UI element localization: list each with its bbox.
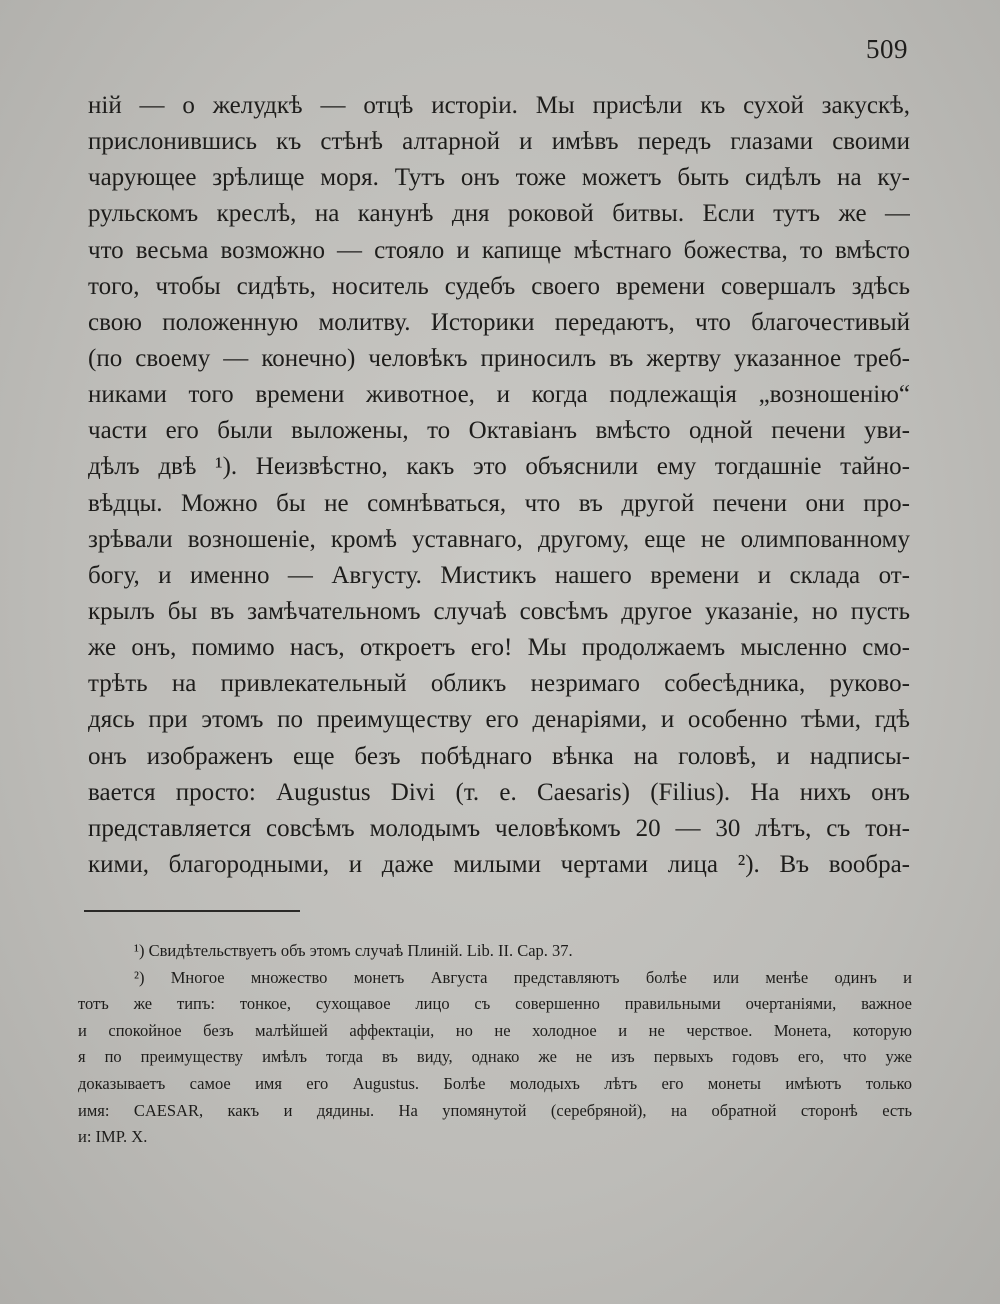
body-line: дясь при этомъ по преимуществу его денаріями, и особенно тѣми, гдѣ xyxy=(88,706,910,734)
body-line: вѣдцы. Можно бы не сомнѣваться, что въ другой печени они про- xyxy=(88,489,910,517)
footnote-line: я по преимуществу имѣлъ тогда въ виду, однако же не изъ первыхъ годовъ его, что уже xyxy=(78,1047,912,1067)
body-line: зрѣвали возношеніе, кромѣ уставнаго, другому, еще не олимпованному xyxy=(88,525,910,553)
body-line: свою положенную молитву. Историки передаютъ, что благочестивый xyxy=(88,308,910,336)
body-line: дѣлъ двѣ ¹). Неизвѣстно, какъ это объяснили ему тогдашніе тайно- xyxy=(88,453,910,481)
footnote-line: и спокойное безъ малѣйшей аффектаціи, но не холодное и не черствое. Монета, которую xyxy=(78,1020,912,1040)
body-line: (по своему — конечно) человѣкъ приносилъ въ жертву указанное треб- xyxy=(88,344,910,372)
body-line: рульскомъ креслѣ, на канунѣ дня роковой битвы. Если тутъ же — xyxy=(88,200,910,228)
footnote-line: имя: CAESAR, какъ и дядины. На упомянутой (серебряной), на обратной сторонѣ есть xyxy=(78,1100,912,1120)
footnote-line: ¹) Свидѣтельствуетъ объ этомъ случаѣ Плиній. Lib. II. Cap. 37. xyxy=(134,941,573,960)
footnotes xyxy=(78,938,912,1151)
body-line: никами того времени животное, и когда подлежащія „возношенію“ xyxy=(88,381,910,409)
footnote-line: тотъ же типъ: тонкое, сухощавое лицо съ совершенно правильными очертаніями, важное xyxy=(78,994,912,1014)
body-line: онъ изображенъ еще безъ побѣднаго вѣнка на головѣ, и надписы- xyxy=(88,742,910,770)
footnote-line: ²) Многое множество монетъ Августа представляютъ болѣе или менѣе одинъ и xyxy=(134,967,912,987)
body-line: вается просто: Augustus Divi (т. е. Caesaris) (Filius). На нихъ онъ xyxy=(88,778,910,806)
body-line: трѣть на привлекательный обликъ незримаго собесѣдника, руково- xyxy=(88,670,910,698)
footnote-line: доказываетъ самое имя его Augustus. Болѣе молодыхъ лѣтъ его монеты имѣютъ только xyxy=(78,1073,912,1093)
body-line: чарующее зрѣлище моря. Тутъ онъ тоже можетъ быть сидѣлъ на ку- xyxy=(88,164,910,192)
body-line: крылъ бы въ замѣчательномъ случаѣ совсѣмъ другое указаніе, но пусть xyxy=(88,597,910,625)
body-line: ній — о желудкѣ — отцѣ исторіи. Мы присѣли къ сухой закускѣ, xyxy=(88,92,910,119)
footnote-line: и: IMP. X. xyxy=(78,1127,148,1147)
body-line: что весьма возможно — стояло и капище мѣстнаго божества, то вмѣсто xyxy=(88,236,910,264)
body-line: представляется совсѣмъ молодымъ человѣкомъ 20 — 30 лѣтъ, съ тон- xyxy=(88,814,910,842)
body-text xyxy=(88,88,910,883)
footnote-divider xyxy=(84,910,300,912)
body-line: же онъ, помимо насъ, откроетъ его! Мы продолжаемъ мысленно смо- xyxy=(88,634,910,662)
body-line: прислонившись къ стѣнѣ алтарной и имѣвъ передъ глазами своими xyxy=(88,128,910,156)
body-line: того, чтобы сидѣть, носитель судебъ своего времени совершалъ здѣсь xyxy=(88,272,910,300)
body-line: богу, и именно — Августу. Мистикъ нашего времени и склада от- xyxy=(88,561,910,589)
body-line: кими, благородными, и даже милыми чертами лица ²). Въ вообра- xyxy=(88,850,910,878)
page-number: 509 xyxy=(866,34,908,64)
body-line: части его были выложены, то Октавіанъ вмѣсто одной печени уви- xyxy=(88,417,910,445)
